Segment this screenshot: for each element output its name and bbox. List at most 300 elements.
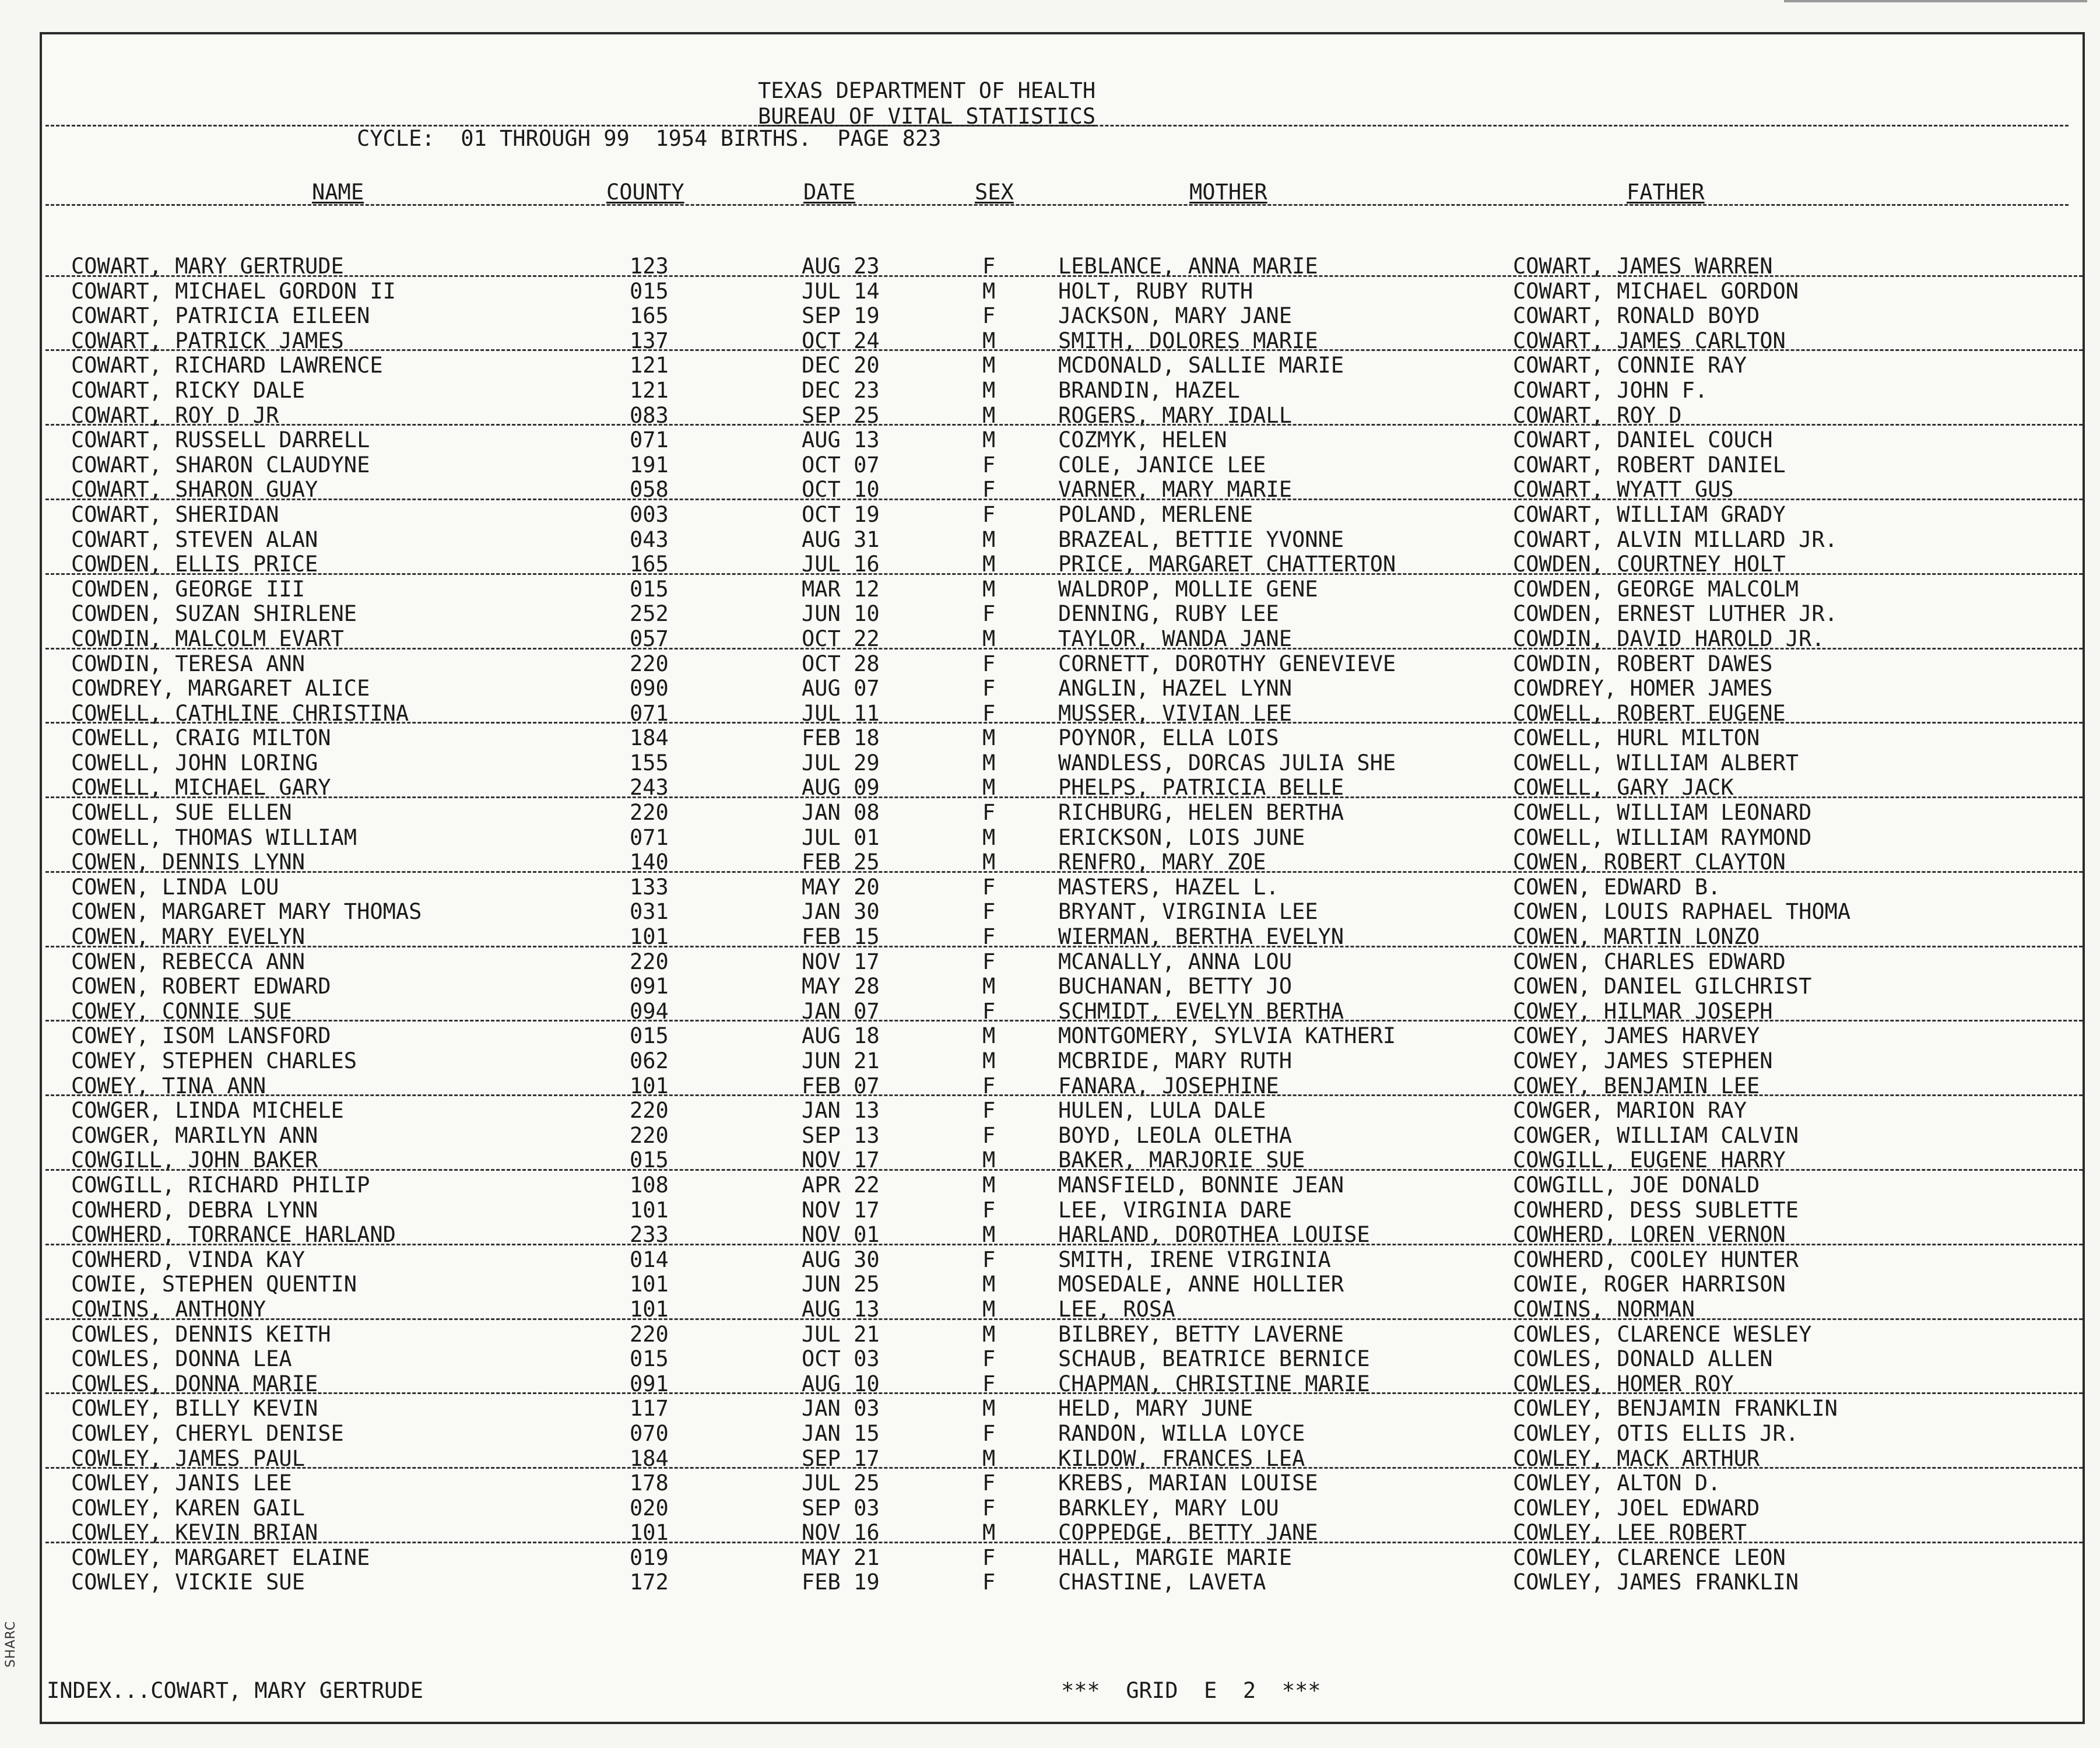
cell-father: COWEY, JAMES STEPHEN — [1513, 1048, 1773, 1073]
cell-father: COWELL, HURL MILTON — [1513, 725, 1760, 751]
cell-sex: F — [982, 800, 996, 826]
cell-name: COWLEY, KAREN GAIL — [71, 1495, 305, 1521]
cell-name: COWART, PATRICIA EILEEN — [71, 303, 370, 329]
cell-mother: LEBLANCE, ANNA MARIE — [1058, 254, 1318, 279]
cell-name: COWHERD, VINDA KAY — [71, 1247, 305, 1272]
cell-date: AUG 23 — [802, 254, 880, 279]
cell-sex: F — [982, 1247, 996, 1272]
cell-date: SEP 25 — [802, 402, 880, 428]
cell-sex: F — [982, 700, 996, 726]
cell-father: COWLES, HOMER ROY — [1513, 1371, 1734, 1396]
cell-name: COWLEY, VICKIE SUE — [71, 1570, 305, 1595]
cell-county: 070 — [630, 1420, 669, 1446]
cell-date: AUG 30 — [802, 1247, 880, 1272]
cell-mother: MONTGOMERY, SYLVIA KATHERI — [1058, 1023, 1396, 1049]
table-row — [0, 826, 2100, 851]
table-row — [0, 850, 2100, 875]
cell-father: COWART, JAMES CARLTON — [1513, 328, 1786, 353]
cell-county: 015 — [630, 1147, 669, 1173]
cell-name: COWLEY, JANIS LEE — [71, 1470, 292, 1496]
table-row — [0, 503, 2100, 528]
cell-father: COWEN, ROBERT CLAYTON — [1513, 850, 1786, 875]
table-row — [0, 801, 2100, 826]
table-row — [0, 1521, 2100, 1546]
cell-sex: M — [982, 526, 996, 552]
cell-father: COWHERD, COOLEY HUNTER — [1513, 1247, 1799, 1272]
cell-sex: M — [982, 353, 996, 378]
cell-father: COWLEY, OTIS ELLIS JR. — [1513, 1420, 1799, 1446]
table-row — [0, 1223, 2100, 1248]
cell-father: COWELL, WILLIAM LEONARD — [1513, 800, 1812, 826]
table-row — [0, 279, 2100, 304]
cell-mother: MCBRIDE, MARY RUTH — [1058, 1048, 1292, 1073]
cell-father: COWLEY, BENJAMIN FRANKLIN — [1513, 1396, 1838, 1421]
cell-county: 178 — [630, 1470, 669, 1496]
cell-county: 184 — [630, 725, 669, 751]
cell-date: AUG 13 — [802, 427, 880, 453]
records-table — [0, 254, 2100, 1595]
cell-mother: CHAPMAN, CHRISTINE MARIE — [1058, 1371, 1370, 1396]
table-row — [0, 1421, 2100, 1447]
cell-name: COWELL, MICHAEL GARY — [71, 775, 331, 801]
cell-county: 071 — [630, 700, 669, 726]
cell-county: 062 — [630, 1048, 669, 1073]
cell-father: COWGILL, EUGENE HARRY — [1513, 1147, 1786, 1173]
cell-mother: WALDROP, MOLLIE GENE — [1058, 576, 1318, 602]
footer-index: INDEX...COWART, MARY GERTRUDE — [47, 1678, 424, 1703]
cell-sex: M — [982, 576, 996, 602]
cell-mother: DENNING, RUBY LEE — [1058, 601, 1279, 627]
cell-county: 003 — [630, 501, 669, 527]
cell-sex: F — [982, 1570, 996, 1595]
cell-mother: MANSFIELD, BONNIE JEAN — [1058, 1172, 1344, 1198]
cell-mother: BRANDIN, HAZEL — [1058, 377, 1240, 403]
cell-mother: SMITH, DOLORES MARIE — [1058, 328, 1318, 353]
cell-county: 101 — [630, 1197, 669, 1223]
cell-date: MAY 28 — [802, 974, 880, 999]
cell-father: COWLEY, ALTON D. — [1513, 1470, 1721, 1496]
cell-name: COWART, SHARON GUAY — [71, 477, 318, 503]
cell-father: COWINS, NORMAN — [1513, 1296, 1695, 1322]
table-row — [0, 254, 2100, 279]
table-row — [0, 1570, 2100, 1595]
cell-county: 090 — [630, 676, 669, 701]
cell-county: 091 — [630, 1371, 669, 1396]
table-row — [0, 751, 2100, 776]
cell-name: COWART, RICKY DALE — [71, 377, 305, 403]
cell-father: COWLEY, JAMES FRANKLIN — [1513, 1570, 1799, 1595]
cell-sex: M — [982, 278, 996, 304]
cell-sex: M — [982, 1222, 996, 1248]
cell-county: 101 — [630, 1520, 669, 1546]
table-row — [0, 1396, 2100, 1421]
cell-sex: M — [982, 1023, 996, 1049]
cell-county: 252 — [630, 601, 669, 627]
cell-father: COWHERD, LOREN VERNON — [1513, 1222, 1786, 1248]
scan-edge-line — [1784, 0, 2087, 2]
cell-mother: LEE, VIRGINIA DARE — [1058, 1197, 1292, 1223]
cell-name: COWDIN, MALCOLM EVART — [71, 626, 344, 651]
cell-father: COWLEY, JOEL EDWARD — [1513, 1495, 1760, 1521]
cell-county: 155 — [630, 750, 669, 775]
cell-date: NOV 17 — [802, 949, 880, 974]
table-row — [0, 627, 2100, 652]
table-row — [0, 1447, 2100, 1472]
cell-father: COWART, ROBERT DANIEL — [1513, 452, 1786, 478]
table-row — [0, 1272, 2100, 1297]
cell-sex: F — [982, 949, 996, 974]
cell-name: COWHERD, DEBRA LYNN — [71, 1197, 318, 1223]
cell-mother: COLE, JANICE LEE — [1058, 452, 1266, 478]
cell-sex: F — [982, 1470, 996, 1496]
table-row — [0, 900, 2100, 925]
cell-father: COWEN, DANIEL GILCHRIST — [1513, 974, 1812, 999]
table-row — [0, 1148, 2100, 1173]
column-header-date: DATE — [803, 180, 856, 205]
cell-date: MAY 21 — [802, 1545, 880, 1570]
cell-mother: MUSSER, VIVIAN LEE — [1058, 700, 1292, 726]
cell-mother: JACKSON, MARY JANE — [1058, 303, 1292, 329]
cell-mother: HALL, MARGIE MARIE — [1058, 1545, 1292, 1570]
cell-father: COWLEY, MACK ARTHUR — [1513, 1445, 1760, 1471]
cell-date: JUL 29 — [802, 750, 880, 775]
cell-county: 220 — [630, 651, 669, 676]
cell-sex: F — [982, 676, 996, 701]
table-row — [0, 403, 2100, 429]
cell-county: 220 — [630, 1098, 669, 1124]
cell-name: COWART, RUSSELL DARRELL — [71, 427, 370, 453]
cell-date: NOV 01 — [802, 1222, 880, 1248]
cell-mother: SCHMIDT, EVELYN BERTHA — [1058, 998, 1344, 1024]
cell-date: AUG 10 — [802, 1371, 880, 1396]
table-row — [0, 1074, 2100, 1099]
cell-father: COWEN, CHARLES EDWARD — [1513, 949, 1786, 974]
cell-date: FEB 18 — [802, 725, 880, 751]
table-row — [0, 652, 2100, 677]
cell-county: 108 — [630, 1172, 669, 1198]
cell-name: COWELL, JOHN LORING — [71, 750, 318, 775]
table-row — [0, 925, 2100, 950]
cell-date: OCT 24 — [802, 328, 880, 353]
cell-name: COWELL, THOMAS WILLIAM — [71, 824, 357, 850]
cell-mother: COPPEDGE, BETTY JANE — [1058, 1520, 1318, 1546]
cell-mother: RENFRO, MARY ZOE — [1058, 850, 1266, 875]
cell-name: COWEN, MARY EVELYN — [71, 924, 305, 950]
cell-father: COWEY, HILMAR JOSEPH — [1513, 998, 1773, 1024]
cell-sex: F — [982, 1346, 996, 1372]
cell-county: 121 — [630, 353, 669, 378]
cell-sex: M — [982, 1321, 996, 1347]
cell-father: COWART, JOHN F. — [1513, 377, 1708, 403]
cell-date: FEB 15 — [802, 924, 880, 950]
cell-county: 172 — [630, 1570, 669, 1595]
cell-sex: F — [982, 1073, 996, 1098]
cell-name: COWEY, STEPHEN CHARLES — [71, 1048, 357, 1073]
cell-mother: RANDON, WILLA LOYCE — [1058, 1420, 1305, 1446]
cell-date: FEB 19 — [802, 1570, 880, 1595]
cell-mother: CORNETT, DOROTHY GENEVIEVE — [1058, 651, 1396, 676]
table-row — [0, 775, 2100, 801]
cell-sex: F — [982, 651, 996, 676]
cell-sex: M — [982, 1172, 996, 1198]
header-divider — [45, 125, 2069, 127]
cell-father: COWELL, WILLIAM ALBERT — [1513, 750, 1799, 775]
table-row — [0, 378, 2100, 403]
table-row — [0, 1546, 2100, 1571]
cell-name: COWEN, REBECCA ANN — [71, 949, 305, 974]
cell-county: 101 — [630, 924, 669, 950]
cell-name: COWLEY, JAMES PAUL — [71, 1445, 305, 1471]
cell-mother: CHASTINE, LAVETA — [1058, 1570, 1266, 1595]
cell-father: COWEN, LOUIS RAPHAEL THOMA — [1513, 899, 1851, 925]
cell-sex: M — [982, 824, 996, 850]
cell-father: COWLEY, CLARENCE LEON — [1513, 1545, 1786, 1570]
cell-mother: FANARA, JOSEPHINE — [1058, 1073, 1279, 1098]
cell-mother: PRICE, MARGARET CHATTERTON — [1058, 552, 1396, 577]
cell-father: COWGER, MARION RAY — [1513, 1098, 1747, 1124]
cell-name: COWEN, ROBERT EDWARD — [71, 974, 331, 999]
table-row — [0, 1124, 2100, 1149]
cell-mother: BARKLEY, MARY LOU — [1058, 1495, 1279, 1521]
table-row — [0, 701, 2100, 726]
cell-county: 043 — [630, 526, 669, 552]
cell-mother: HARLAND, DOROTHEA LOUISE — [1058, 1222, 1370, 1248]
cell-date: NOV 17 — [802, 1147, 880, 1173]
cell-father: COWGER, WILLIAM CALVIN — [1513, 1122, 1799, 1148]
cell-county: 058 — [630, 477, 669, 503]
cell-mother: HULEN, LULA DALE — [1058, 1098, 1266, 1124]
cell-sex: F — [982, 1371, 996, 1396]
cell-father: COWART, MICHAEL GORDON — [1513, 278, 1799, 304]
column-header-county: COUNTY — [606, 180, 684, 205]
table-row — [0, 1098, 2100, 1124]
cell-mother: BRAZEAL, BETTIE YVONNE — [1058, 526, 1344, 552]
cell-mother: BILBREY, BETTY LAVERNE — [1058, 1321, 1344, 1347]
cell-date: JAN 07 — [802, 998, 880, 1024]
cell-date: JUN 21 — [802, 1048, 880, 1073]
cell-county: 184 — [630, 1445, 669, 1471]
cell-date: JUL 14 — [802, 278, 880, 304]
cell-name: COWELL, SUE ELLEN — [71, 800, 292, 826]
table-row — [0, 875, 2100, 900]
cell-mother: MOSEDALE, ANNE HOLLIER — [1058, 1272, 1344, 1297]
cell-father: COWELL, ROBERT EUGENE — [1513, 700, 1786, 726]
cell-sex: M — [982, 626, 996, 651]
cell-mother: VARNER, MARY MARIE — [1058, 477, 1292, 503]
cell-sex: F — [982, 1197, 996, 1223]
cell-county: 091 — [630, 974, 669, 999]
cell-county: 140 — [630, 850, 669, 875]
cell-mother: HOLT, RUBY RUTH — [1058, 278, 1253, 304]
table-row — [0, 1322, 2100, 1347]
cell-father: COWGILL, JOE DONALD — [1513, 1172, 1760, 1198]
cell-county: 015 — [630, 1346, 669, 1372]
header-title: TEXAS DEPARTMENT OF HEALTH — [758, 78, 1096, 103]
cell-name: COWART, SHARON CLAUDYNE — [71, 452, 370, 478]
cell-sex: F — [982, 452, 996, 478]
cell-name: COWEN, MARGARET MARY THOMAS — [71, 899, 422, 925]
table-row — [0, 1198, 2100, 1223]
header-subtitle: BUREAU OF VITAL STATISTICS — [758, 104, 1096, 129]
cell-name: COWDEN, SUZAN SHIRLENE — [71, 601, 357, 627]
cell-date: MAY 20 — [802, 874, 880, 900]
cell-name: COWART, ROY D JR — [71, 402, 279, 428]
cell-name: COWGILL, JOHN BAKER — [71, 1147, 318, 1173]
cell-mother: WANDLESS, DORCAS JULIA SHE — [1058, 750, 1396, 775]
cell-sex: F — [982, 254, 996, 279]
cell-county: 014 — [630, 1247, 669, 1272]
cell-county: 071 — [630, 824, 669, 850]
table-row — [0, 974, 2100, 999]
cell-sex: F — [982, 899, 996, 925]
cell-name: COWART, MICHAEL GORDON II — [71, 278, 396, 304]
table-row — [0, 602, 2100, 627]
cell-father: COWLES, DONALD ALLEN — [1513, 1346, 1773, 1372]
cell-sex: M — [982, 328, 996, 353]
cell-date: SEP 03 — [802, 1495, 880, 1521]
cell-name: COWEN, DENNIS LYNN — [71, 850, 305, 875]
cell-county: 243 — [630, 775, 669, 801]
table-row — [0, 1347, 2100, 1372]
cell-father: COWEN, MARTIN LONZO — [1513, 924, 1760, 950]
cell-name: COWELL, CRAIG MILTON — [71, 725, 331, 751]
cell-sex: F — [982, 1098, 996, 1124]
cell-mother: MCANALLY, ANNA LOU — [1058, 949, 1292, 974]
cell-name: COWLEY, MARGARET ELAINE — [71, 1545, 370, 1570]
side-stamp: SHARC — [3, 1620, 18, 1668]
footer-grid: *** GRID E 2 *** — [1061, 1678, 1321, 1703]
cell-father: COWART, ALVIN MILLARD JR. — [1513, 526, 1838, 552]
cell-county: 015 — [630, 278, 669, 304]
cell-name: COWDEN, GEORGE III — [71, 576, 305, 602]
cell-sex: M — [982, 1445, 996, 1471]
cell-father: COWLEY, LEE ROBERT — [1513, 1520, 1747, 1546]
table-row — [0, 577, 2100, 602]
cell-date: APR 22 — [802, 1172, 880, 1198]
cell-date: JUL 16 — [802, 552, 880, 577]
cell-county: 220 — [630, 1122, 669, 1148]
cell-date: OCT 19 — [802, 501, 880, 527]
cell-name: COWLES, DONNA LEA — [71, 1346, 292, 1372]
cell-date: JUL 11 — [802, 700, 880, 726]
cell-name: COWART, RICHARD LAWRENCE — [71, 353, 383, 378]
cell-father: COWEY, JAMES HARVEY — [1513, 1023, 1760, 1049]
cell-county: 083 — [630, 402, 669, 428]
cell-sex: F — [982, 1545, 996, 1570]
column-header-mother: MOTHER — [1189, 180, 1267, 205]
cell-county: 165 — [630, 552, 669, 577]
cell-date: FEB 25 — [802, 850, 880, 875]
cell-date: AUG 31 — [802, 526, 880, 552]
cell-mother: KILDOW, FRANCES LEA — [1058, 1445, 1305, 1471]
table-row — [0, 478, 2100, 503]
cell-date: AUG 09 — [802, 775, 880, 801]
cell-name: COWDREY, MARGARET ALICE — [71, 676, 370, 701]
cell-date: OCT 22 — [802, 626, 880, 651]
cell-father: COWELL, WILLIAM RAYMOND — [1513, 824, 1812, 850]
cell-mother: WIERMAN, BERTHA EVELYN — [1058, 924, 1344, 950]
table-row — [0, 1496, 2100, 1521]
cell-county: 057 — [630, 626, 669, 651]
column-header-father: FATHER — [1627, 180, 1705, 205]
cell-name: COWLEY, BILLY KEVIN — [71, 1396, 318, 1421]
cell-county: 101 — [630, 1296, 669, 1322]
cell-name: COWLES, DONNA MARIE — [71, 1371, 318, 1396]
table-row — [0, 1248, 2100, 1273]
cell-sex: F — [982, 998, 996, 1024]
table-row — [0, 1024, 2100, 1049]
cell-sex: M — [982, 775, 996, 801]
table-row — [0, 676, 2100, 701]
cell-name: COWART, MARY GERTRUDE — [71, 254, 344, 279]
cell-date: DEC 23 — [802, 377, 880, 403]
cell-father: COWDEN, GEORGE MALCOLM — [1513, 576, 1799, 602]
cell-sex: M — [982, 1296, 996, 1322]
cell-sex: F — [982, 501, 996, 527]
cell-name: COWART, SHERIDAN — [71, 501, 279, 527]
cell-sex: F — [982, 1495, 996, 1521]
cell-date: DEC 20 — [802, 353, 880, 378]
column-header-sex: SEX — [975, 180, 1014, 205]
cell-date: JUL 21 — [802, 1321, 880, 1347]
cell-county: 137 — [630, 328, 669, 353]
cell-name: COWHERD, TORRANCE HARLAND — [71, 1222, 396, 1248]
cell-mother: BAKER, MARJORIE SUE — [1058, 1147, 1305, 1173]
cell-date: MAR 12 — [802, 576, 880, 602]
column-header-divider — [45, 204, 2069, 206]
cell-date: JAN 15 — [802, 1420, 880, 1446]
cell-name: COWDEN, ELLIS PRICE — [71, 552, 318, 577]
cell-name: COWLES, DENNIS KEITH — [71, 1321, 331, 1347]
cell-sex: M — [982, 552, 996, 577]
cell-county: 071 — [630, 427, 669, 453]
cell-mother: BOYD, LEOLA OLETHA — [1058, 1122, 1292, 1148]
cell-sex: F — [982, 924, 996, 950]
column-header-name: NAME — [312, 180, 364, 205]
cell-father: COWART, WYATT GUS — [1513, 477, 1734, 503]
cell-county: 020 — [630, 1495, 669, 1521]
cell-county: 220 — [630, 949, 669, 974]
cell-name: COWEY, TINA ANN — [71, 1073, 266, 1098]
cell-father: COWEY, BENJAMIN LEE — [1513, 1073, 1760, 1098]
cell-mother: SCHAUB, BEATRICE BERNICE — [1058, 1346, 1370, 1372]
cell-sex: M — [982, 750, 996, 775]
cell-county: 220 — [630, 800, 669, 826]
cell-county: 220 — [630, 1321, 669, 1347]
cell-father: COWIE, ROGER HARRISON — [1513, 1272, 1786, 1297]
table-row — [0, 1471, 2100, 1496]
cell-sex: M — [982, 1272, 996, 1297]
cell-mother: MASTERS, HAZEL L. — [1058, 874, 1279, 900]
cell-sex: F — [982, 1420, 996, 1446]
table-row — [0, 950, 2100, 975]
cell-sex: F — [982, 477, 996, 503]
cell-date: OCT 03 — [802, 1346, 880, 1372]
cell-father: COWART, DANIEL COUCH — [1513, 427, 1773, 453]
cell-mother: MCDONALD, SALLIE MARIE — [1058, 353, 1344, 378]
cell-date: JAN 30 — [802, 899, 880, 925]
cell-mother: TAYLOR, WANDA JANE — [1058, 626, 1292, 651]
cell-father: COWDEN, COURTNEY HOLT — [1513, 552, 1786, 577]
cell-sex: M — [982, 402, 996, 428]
cell-county: 191 — [630, 452, 669, 478]
cell-mother: SMITH, IRENE VIRGINIA — [1058, 1247, 1331, 1272]
cell-date: AUG 18 — [802, 1023, 880, 1049]
cell-county: 233 — [630, 1222, 669, 1248]
cell-sex: M — [982, 427, 996, 453]
cell-date: JAN 08 — [802, 800, 880, 826]
cell-county: 101 — [630, 1073, 669, 1098]
